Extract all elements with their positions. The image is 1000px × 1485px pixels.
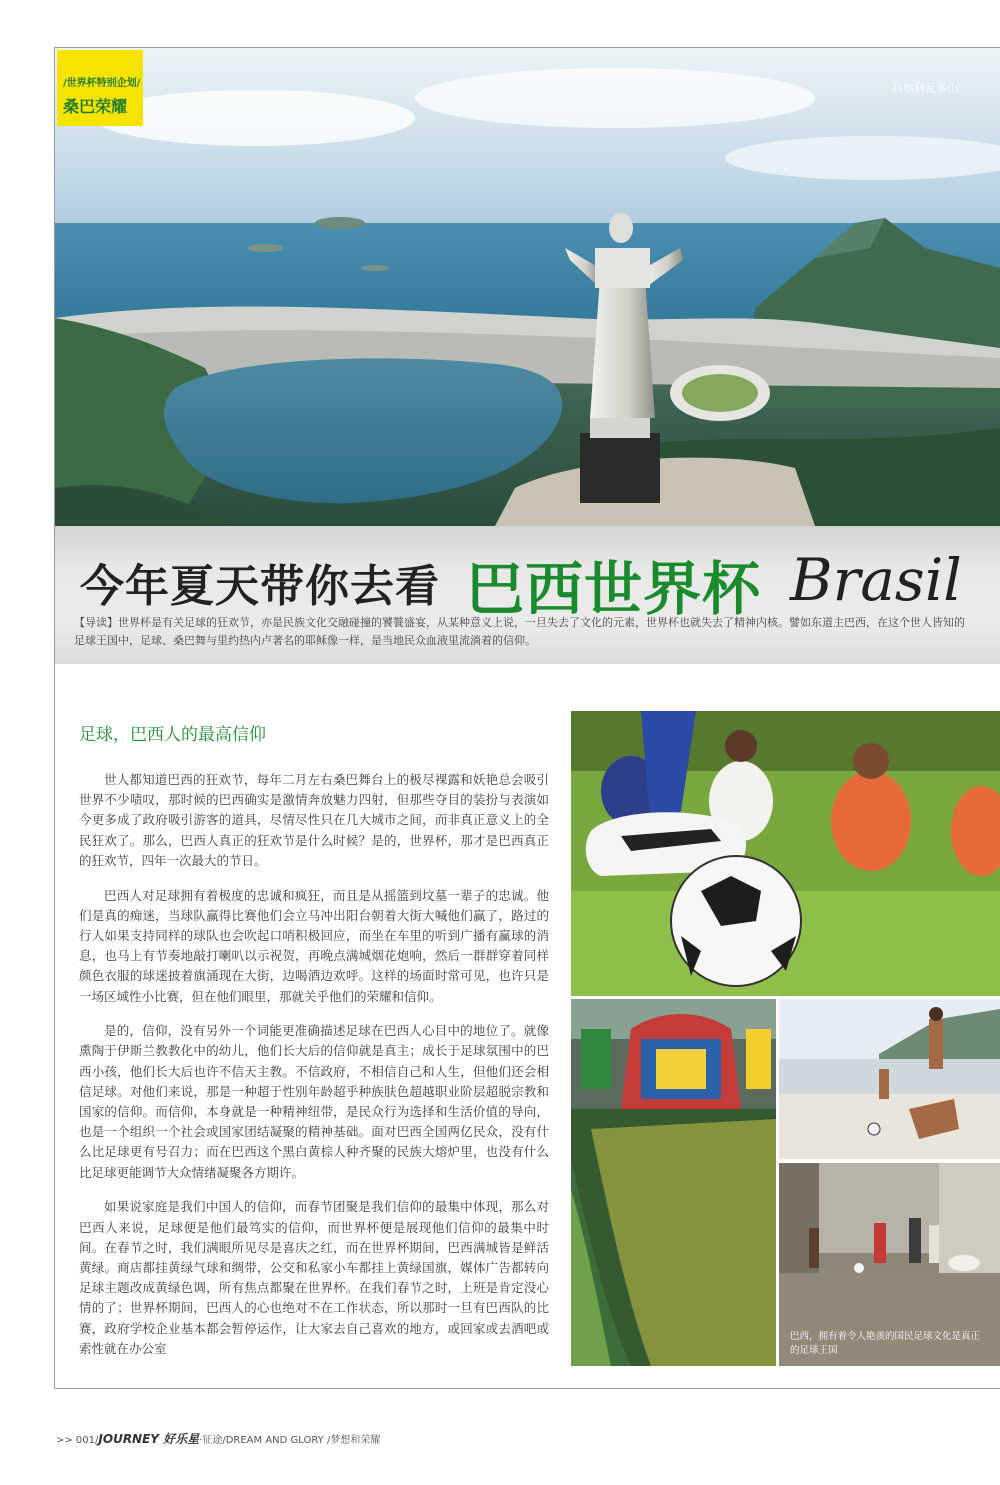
hero-illustration xyxy=(55,48,1000,526)
photo-crowd-illustration xyxy=(571,999,776,1366)
section-badge xyxy=(57,50,143,126)
hero-photo-corcovado xyxy=(55,48,1000,526)
paragraph-4: 如果说家庭是我们中国人的信仰，而春节团聚是我们信仰的最集中体现，那么对巴西人来说，足球便是他们最笃实的信仰，而世界杯便是展现他们信仰的最集中时间。在春节之时，我们满眼所见尽是喜庆之红，而在世界杯期间，巴西满城皆是鲜活黄绿。商店都挂黄绿气球和绸带，公交和私家小车都挂上黄绿国旗，媒体广告都转向足球主题改成黄绿色调，所有焦点都聚在世界杯。在我们春节之时，上班是肯定没心情的了；世界杯期间，巴西人的心也绝对不在工作状态，所以那时一旦有巴西队的比赛，政府学校企业基本都会暂停运作，让大家去自己喜欢的地方，或回家或去酒吧或索性就在办公室 xyxy=(79,1199,549,1356)
photo-football-grass xyxy=(571,711,1000,996)
hero-photo-caption: 科尔科瓦多山 xyxy=(892,82,958,95)
photo-beach-illustration xyxy=(779,999,1000,1159)
photo-caption: 巴西，拥有着令人艳羡的国民足球文化是真正的足球王国 xyxy=(790,1331,981,1356)
badge-subtitle: /世界杯特别企划/ xyxy=(63,78,141,89)
headline-part1: 今年夏天带你去看 xyxy=(80,561,440,612)
headline-part3: Brasil xyxy=(790,546,962,614)
intro-text: 【导读】世界杯是有关足球的狂欢节，亦是民族文化交融碰撞的饕餮盛宴，从某种意义上说，一旦失去了文化的元素，世界杯也就失去了精神内核。譬如东道主巴西，在这个世人皆知的足球王国中，足球、桑巴舞与里约热内卢著名的耶稣像一样，是当地民众血液里流淌着的信仰。 xyxy=(74,616,965,647)
paragraph-3: 是的，信仰，没有另外一个词能更准确描述足球在巴西人心目中的地位了。就像熏陶于伊斯兰教教化中的幼儿，他们长大后的信仰就是真主；成长于足球氛围中的巴西小孩，他们长大后也许不信天主教。不信政府，不相信自己和人生，但他们还会相信足球。对他们来说，那是一种超于性别年龄超乎种族肤色超越职业阶层超脱宗教和国家的信仰。而信仰，本身就是一种精神纽带，是民众行为选择和生活价值的导向，也是一个组织一个社会或国家团结凝聚的精神基础。面对巴西全国两亿民众，没有什么比足球更有号召力；而在巴西这个黑白黄棕人种齐聚的民族大熔炉里，也没有什么比足球更能调节大众情绪凝聚各方期许。 xyxy=(79,1023,549,1180)
article-body xyxy=(79,770,549,1373)
paragraph-2: 巴西人对足球拥有着极度的忠诚和疯狂，而且是从摇篮到坟墓一辈子的忠诚。他们是真的痴迷，当球队赢得比赛他们会立马冲出阳台朝着大街大喊他们赢了，路过的行人如果支持同样的球队也会吹起口哨积极回应，而坐在车里的听到广播有赢球的消息，也马上有节奏地敲打喇叭以示祝贺，再晚点满城烟花炮响，然后一群群穿着同样颜色衣服的球迷披着旗涌现在大街，边喝酒边欢呼。这样的场面时常可见，也许只是一场区域性小比赛，但在他们眼里，那就关乎他们的荣耀和信仰。 xyxy=(79,887,549,1004)
paragraph-1: 世人都知道巴西的狂欢节，每年二月左右桑巴舞台上的极尽裸露和妖艳总会吸引世界不少啧叹，那时候的巴西确实是激情奔放魅力四射，但那些夺目的装扮与表演如今更多成了政府吸引游客的道具，尽情尽性只在几大城市之间，而非真正意义上的全民狂欢了。那么，巴西人真正的狂欢节是什么时候？是的，世界杯，那才是巴西真正的狂欢节，四年一次最大的节日。 xyxy=(79,772,549,868)
footer-prefix: >> 001/ xyxy=(56,1435,99,1446)
photo-beach-football xyxy=(779,999,1000,1159)
headline-part2: 巴西世界杯 xyxy=(466,555,762,623)
photo-fans-crowd xyxy=(571,999,776,1366)
section-heading: 足球，巴西人的最高信仰 xyxy=(79,725,266,745)
footer-rest: ·征途/DREAM AND GLORY /梦想和荣耀 xyxy=(199,1435,381,1446)
photo-football-illustration xyxy=(571,711,1000,996)
badge-title: 桑巴荣耀 xyxy=(63,97,128,116)
footer-brand: JOURNEY 好乐星 xyxy=(98,1432,200,1446)
page-footer xyxy=(56,1430,380,1447)
